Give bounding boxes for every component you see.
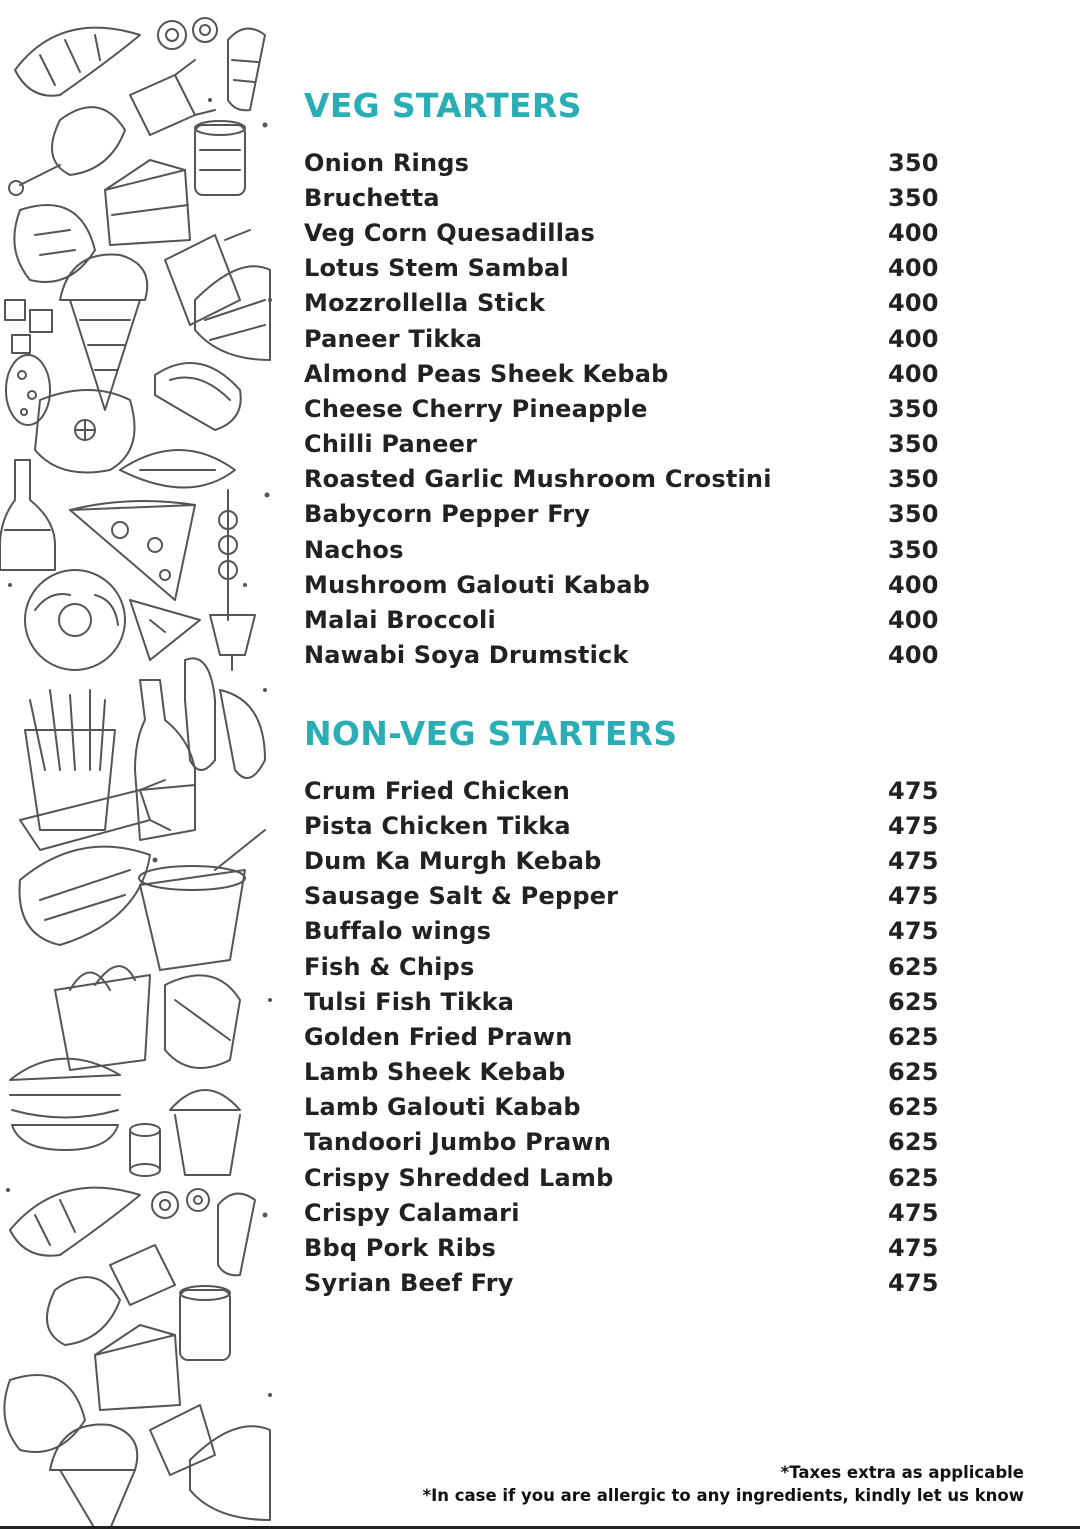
menu-item	[304, 427, 939, 462]
menu-item	[304, 1266, 939, 1301]
menu-item-price: 475	[888, 1198, 939, 1227]
menu-item-name: Paneer Tikka	[304, 324, 483, 353]
hot-dog-icon	[165, 975, 240, 1068]
menu-item-name: Tandoori Jumbo Prawn	[304, 1128, 612, 1157]
menu-item-price: 400	[888, 254, 939, 283]
menu-item	[304, 949, 939, 984]
menu-item-name: Babycorn Pepper Fry	[304, 500, 591, 529]
menu-item	[304, 145, 939, 180]
menu-item-name: Buffalo wings	[304, 917, 492, 946]
menu-item	[304, 532, 939, 567]
croissant-icon	[15, 28, 140, 96]
skewer-icon	[219, 490, 237, 620]
cupcake-icon	[170, 1090, 240, 1175]
menu-item-price: 475	[888, 917, 939, 946]
taxes-note: *Taxes extra as applicable	[780, 1463, 1024, 1482]
menu-item	[304, 391, 939, 426]
menu-item	[304, 602, 939, 637]
menu-item-price: 625	[888, 1058, 939, 1087]
soda-can-icon	[180, 1286, 230, 1360]
non-veg-starters-heading: NON-VEG STARTERS	[304, 714, 678, 753]
menu-item-name: Nachos	[304, 535, 404, 564]
menu-item	[304, 567, 939, 602]
menu-item	[304, 321, 939, 356]
menu-item	[304, 497, 939, 532]
popsicle-icon	[165, 230, 250, 325]
menu-item	[304, 215, 939, 250]
menu-item-price: 350	[888, 394, 939, 423]
menu-item	[304, 808, 939, 843]
ice-cream-cone-icon	[60, 255, 147, 410]
menu-item-name: Crispy Shredded Lamb	[304, 1163, 614, 1192]
menu-item-name: Dum Ka Murgh Kebab	[304, 846, 602, 875]
soda-can-icon	[195, 121, 245, 195]
empanada-icon	[120, 450, 235, 488]
menu-item	[304, 1125, 939, 1160]
coin-stack-icon	[130, 1124, 160, 1176]
menu-item	[304, 914, 939, 949]
popsicle-icon	[150, 1405, 215, 1475]
onion-rings-icon	[158, 18, 217, 49]
non-veg-starters-list	[304, 773, 939, 1301]
croissant-icon	[10, 1188, 140, 1256]
menu-item	[304, 286, 939, 321]
burger-icon	[10, 1059, 120, 1150]
chicken-leg-icon	[4, 1375, 85, 1452]
menu-item-price: 400	[888, 570, 939, 599]
menu-item-price: 475	[888, 846, 939, 875]
menu-item-price: 475	[888, 1269, 939, 1298]
menu-item	[304, 1055, 939, 1090]
steak-icon	[35, 390, 135, 473]
drumstick-icon	[47, 1277, 120, 1345]
menu-item-price: 475	[888, 1234, 939, 1263]
chicken-leg-icon	[14, 205, 95, 282]
fries-icon	[25, 690, 115, 830]
menu-item-price: 350	[888, 535, 939, 564]
menu-item-name: Crispy Calamari	[304, 1198, 520, 1227]
menu-item-price: 400	[888, 606, 939, 635]
menu-item-price: 400	[888, 218, 939, 247]
menu-item	[304, 1160, 939, 1195]
menu-item-name: Cheese Cherry Pineapple	[304, 394, 648, 423]
menu-item-name: Mozzrollella Stick	[304, 289, 546, 318]
menu-item-price: 625	[888, 952, 939, 981]
menu-item	[304, 180, 939, 215]
menu-item-name: Malai Broccoli	[304, 606, 496, 635]
drink-cup-icon	[139, 830, 265, 970]
menu-item-price: 350	[888, 183, 939, 212]
menu-item-name: Roasted Garlic Mushroom Crostini	[304, 465, 772, 494]
menu-item-name: Sausage Salt & Pepper	[304, 882, 619, 911]
menu-item-name: Bruchetta	[304, 183, 440, 212]
menu-item-name: Lotus Stem Sambal	[304, 254, 569, 283]
menu-item	[304, 984, 939, 1019]
menu-item-price: 400	[888, 359, 939, 388]
cake-slice-icon	[105, 160, 190, 245]
ice-cream-bar-icon	[228, 29, 265, 111]
noodles-box-icon	[55, 966, 150, 1070]
menu-item	[304, 843, 939, 878]
menu-item-price: 625	[888, 1022, 939, 1051]
menu-item-price: 350	[888, 500, 939, 529]
ice-cream-cone-icon	[50, 1425, 137, 1529]
menu-item-price: 625	[888, 1093, 939, 1122]
menu-item	[304, 1090, 939, 1125]
menu-item-price: 350	[888, 465, 939, 494]
menu-item-name: Lamb Galouti Kabab	[304, 1093, 581, 1122]
menu-item-price: 475	[888, 882, 939, 911]
taco-icon	[190, 1426, 270, 1520]
menu-item-price: 350	[888, 430, 939, 459]
menu-item-name: Bbq Pork Ribs	[304, 1234, 497, 1263]
menu-item-name: Pista Chicken Tikka	[304, 811, 571, 840]
menu-item	[304, 879, 939, 914]
food-doodle-illustration	[0, 0, 275, 1529]
veg-starters-list	[304, 145, 939, 673]
menu-item-name: Almond Peas Sheek Kebab	[304, 359, 669, 388]
menu-item-price: 475	[888, 811, 939, 840]
candy-icon	[110, 1245, 175, 1305]
menu-item-name: Syrian Beef Fry	[304, 1269, 514, 1298]
menu-item-name: Veg Corn Quesadillas	[304, 218, 596, 247]
menu-item-price: 400	[888, 289, 939, 318]
menu-item	[304, 773, 939, 808]
menu-item-price: 625	[888, 1163, 939, 1192]
sub-sandwich-icon	[20, 847, 151, 945]
menu-item-name: Chilli Paneer	[304, 430, 478, 459]
sprinkle-dots-icon	[6, 98, 272, 1397]
menu-item-name: Crum Fried Chicken	[304, 776, 571, 805]
menu-item-price: 400	[888, 324, 939, 353]
pizza-slice-icon	[70, 501, 195, 600]
menu-item	[304, 638, 939, 673]
onion-rings-icon	[152, 1189, 209, 1218]
menu-item	[304, 1019, 939, 1054]
menu-item	[304, 462, 939, 497]
menu-item-name: Lamb Sheek Kebab	[304, 1058, 566, 1087]
cake-slice-icon	[95, 1325, 180, 1410]
menu-item	[304, 1195, 939, 1230]
menu-item	[304, 251, 939, 286]
glass-icon	[210, 615, 255, 670]
menu-item	[304, 356, 939, 391]
menu-item-price: 625	[888, 987, 939, 1016]
sausage-links-icon	[185, 658, 265, 778]
sugar-cubes-icon	[5, 300, 52, 353]
menu-item-name: Golden Fried Prawn	[304, 1022, 573, 1051]
donut-icon	[25, 570, 125, 670]
menu-item-name: Onion Rings	[304, 148, 470, 177]
nachos-icon	[130, 600, 200, 660]
allergy-note: *In case if you are allergic to any ingredients, kindly let us know	[422, 1486, 1024, 1505]
salami-icon	[6, 355, 50, 425]
menu-item-name: Tulsi Fish Tikka	[304, 987, 515, 1016]
menu-item-price: 625	[888, 1128, 939, 1157]
menu-item-price: 475	[888, 776, 939, 805]
menu-item-name: Nawabi Soya Drumstick	[304, 641, 629, 670]
menu-item-name: Fish & Chips	[304, 952, 475, 981]
sausage-icon	[155, 363, 241, 430]
drumstick-icon	[9, 107, 125, 195]
menu-item-price: 400	[888, 641, 939, 670]
ice-cream-bar-icon	[218, 1194, 255, 1276]
footnotes	[422, 1461, 1024, 1507]
menu-item	[304, 1230, 939, 1265]
veg-starters-heading: VEG STARTERS	[304, 86, 582, 125]
bottle-icon	[0, 460, 55, 570]
menu-item-name: Mushroom Galouti Kabab	[304, 570, 651, 599]
menu-item-price: 350	[888, 148, 939, 177]
